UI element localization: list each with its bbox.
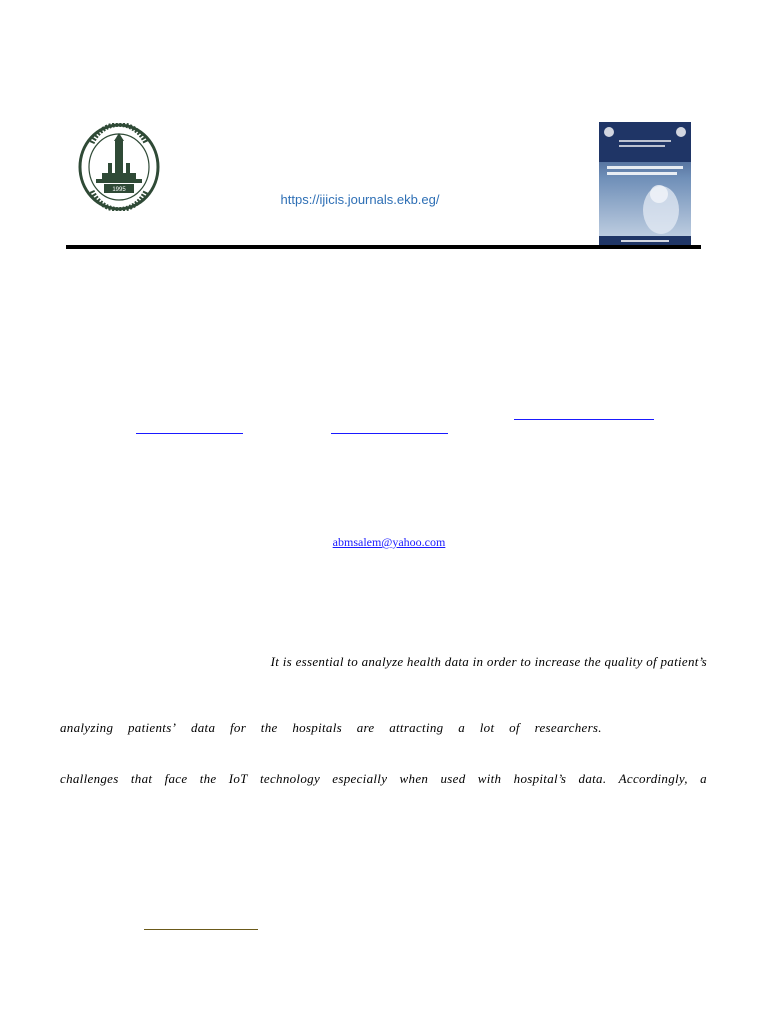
abstract-word: attracting bbox=[389, 720, 444, 735]
abstract-word: lot bbox=[479, 720, 495, 735]
abstract-word: of bbox=[509, 720, 520, 735]
abstract-word: are bbox=[356, 720, 375, 735]
abstract-word: a bbox=[458, 720, 466, 735]
abstract-word: a bbox=[700, 771, 707, 786]
abstract-line-2 bbox=[60, 720, 602, 736]
abstract-word: hospital’s bbox=[513, 771, 567, 786]
abstract-word: Accordingly, bbox=[618, 771, 688, 786]
abstract-word: when bbox=[399, 771, 429, 786]
abstract-word: for bbox=[229, 720, 247, 735]
abstract-word: that bbox=[130, 771, 153, 786]
keyword-link-underline[interactable] bbox=[144, 929, 258, 930]
abstract-word: patients’ bbox=[128, 720, 177, 735]
abstract-word: the bbox=[199, 771, 217, 786]
abstract-word: data. bbox=[578, 771, 607, 786]
abstract-word: technology bbox=[259, 771, 321, 786]
journal-url-link[interactable]: https://ijicis.journals.ekb.eg/ bbox=[280, 192, 440, 207]
abstract-word: hospitals bbox=[292, 720, 342, 735]
journal-cover-image bbox=[599, 122, 691, 246]
author-link-underline[interactable] bbox=[514, 419, 654, 420]
abstract-word: the bbox=[260, 720, 278, 735]
seal-year: 1995 bbox=[112, 187, 126, 193]
abstract-word: analyzing bbox=[60, 720, 114, 735]
abstract-word: data bbox=[190, 720, 216, 735]
abstract-line-3 bbox=[60, 771, 707, 787]
author-link-underline[interactable] bbox=[136, 433, 243, 434]
corresponding-email-link[interactable]: abmsalem@yahoo.com bbox=[332, 535, 446, 549]
faculty-seal-logo bbox=[78, 123, 160, 211]
abstract-word: researchers. bbox=[534, 720, 602, 735]
abstract-word: with bbox=[477, 771, 502, 786]
author-link-underline[interactable] bbox=[331, 433, 448, 434]
header-divider bbox=[66, 245, 701, 249]
abstract-word: challenges bbox=[60, 771, 119, 786]
abstract-word: especially bbox=[332, 771, 388, 786]
abstract-line-1: It is essential to analyze health data in order to increase the quality of patient’s bbox=[270, 654, 707, 669]
abstract-word: IoT bbox=[228, 771, 248, 786]
abstract-word: face bbox=[164, 771, 188, 786]
abstract-word: used bbox=[440, 771, 466, 786]
